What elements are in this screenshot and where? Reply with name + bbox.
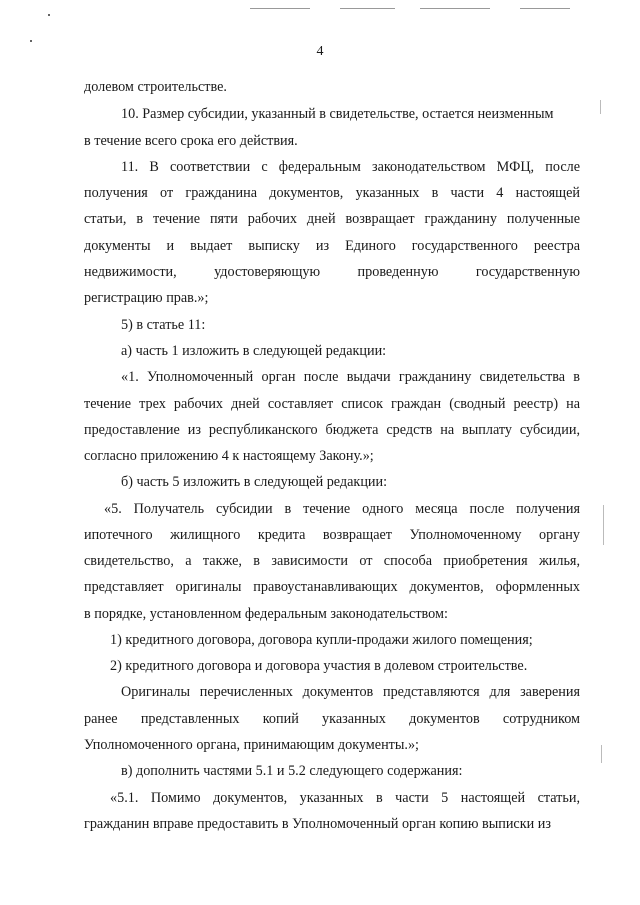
text-line: документы и выдает выписку из Единого государственного реестра — [84, 238, 580, 254]
text-line: статьи, в течение пяти рабочих дней возвращает гражданину полученные — [84, 211, 580, 227]
text-line: долевом строительстве. — [84, 79, 227, 95]
scan-speck — [30, 40, 32, 42]
scan-dash — [250, 8, 310, 9]
text-line: «5. Получатель субсидии в течение одного месяца после получения — [104, 501, 580, 517]
text-line: согласно приложению 4 к настоящему Закону.»; — [84, 448, 374, 464]
scan-dash — [420, 8, 490, 9]
text-line: недвижимости, удостоверяющую проведенную государственную — [84, 264, 580, 280]
text-line: в течение всего срока его действия. — [84, 133, 298, 149]
text-line: 5) в статье 11: — [121, 317, 206, 333]
text-line: а) часть 1 изложить в следующей редакции: — [121, 343, 387, 359]
text-line: «5.1. Помимо документов, указанных в части 5 настоящей статьи, — [110, 790, 580, 806]
text-line: свидетельство, а также, в зависимости от способа приобретения жилья, — [84, 553, 580, 569]
text-line: б) часть 5 изложить в следующей редакции: — [121, 474, 388, 490]
text-line: 1) кредитного договора, договора купли-продажи жилого помещения; — [110, 632, 533, 648]
text-line: 2) кредитного договора и договора участия в долевом строительстве. — [110, 658, 528, 674]
text-line: ранее представленных копий указанных документов сотрудником — [84, 711, 580, 727]
text-line: предоставление из республиканского бюджета средств на выплату субсидии, — [84, 422, 580, 438]
text-line: в) дополнить частями 5.1 и 5.2 следующего содержания: — [121, 763, 463, 779]
scan-tick — [600, 100, 601, 114]
text-line: течение трех рабочих дней составляет список граждан (сводный реестр) на — [84, 396, 580, 412]
text-line: 11. В соответствии с федеральным законодательством МФЦ, после — [121, 159, 580, 175]
scan-tick — [603, 505, 604, 545]
scan-tick — [601, 745, 602, 763]
text-line: Оригиналы перечисленных документов представляются для заверения — [121, 684, 580, 700]
text-line: Уполномоченного органа, принимающим документы.»; — [84, 737, 419, 753]
text-line: гражданин вправе предоставить в Уполномоченный орган копию выписки из — [84, 816, 551, 832]
text-line: 10. Размер субсидии, указанный в свидетельстве, остается неизменным — [121, 106, 554, 122]
scan-speck — [48, 14, 50, 16]
scan-dash — [340, 8, 395, 9]
text-line: в порядке, установленном федеральным законодательством: — [84, 606, 448, 622]
text-line: представляет оригиналы правоустанавливающих документов, оформленных — [84, 579, 580, 595]
text-line: регистрацию прав.»; — [84, 290, 209, 306]
scan-dash — [520, 8, 570, 9]
text-line: ипотечного жилищного кредита возвращает Уполномоченному органу — [84, 527, 580, 543]
page-number: 4 — [316, 44, 324, 59]
text-line: «1. Уполномоченный орган после выдачи гражданину свидетельства в — [121, 369, 580, 385]
text-line: получения от гражданина документов, указанных в части 4 настоящей — [84, 185, 580, 201]
